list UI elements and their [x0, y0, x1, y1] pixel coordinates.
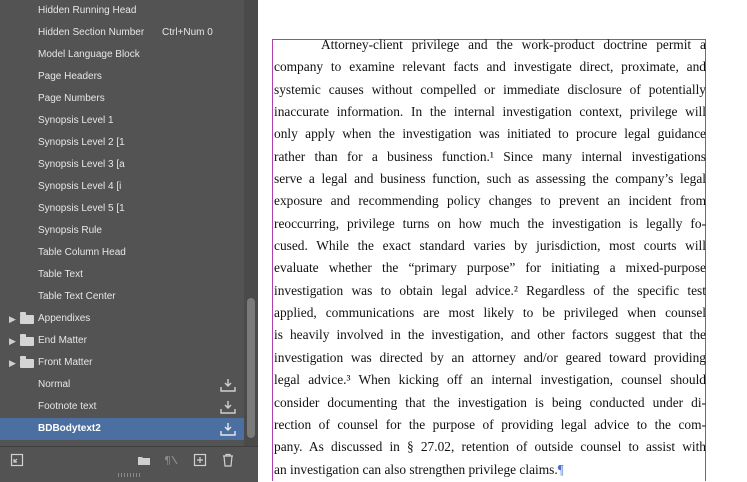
text-line: only apply when the investigation was initiated to procure legal guidance — [274, 126, 706, 142]
style-item[interactable] — [0, 66, 244, 88]
text-line: rection of counsel for the purpose of providing legal advice to the com- — [274, 416, 706, 432]
import-style-icon — [220, 422, 236, 436]
style-item[interactable] — [0, 198, 244, 220]
style-item[interactable] — [0, 22, 244, 44]
style-label: Synopsis Level 1 — [38, 115, 114, 126]
style-shortcut: Ctrl+Num 0 — [162, 27, 213, 38]
style-item[interactable] — [0, 176, 244, 198]
resize-grip[interactable] — [118, 473, 140, 477]
svg-text:¶: ¶ — [164, 454, 171, 467]
text-line: evaluate whether the “primary purpose” for initiating a mixed-purpose — [274, 260, 706, 276]
text-line: rather than for a business function.¹ Since many internal investigations — [274, 148, 706, 164]
style-group-front-matter[interactable] — [0, 352, 244, 374]
text-line: systemic causes without compelled or immediate disclosure of potentially — [274, 81, 706, 97]
text-line: investigation was directed by an attorney and/or geared toward providing — [274, 349, 706, 365]
style-label: Normal — [38, 379, 71, 390]
text-line: serve a legal and business function, such as assessing the company’s legal — [274, 171, 706, 187]
style-group-end-matter[interactable] — [0, 330, 244, 352]
style-item[interactable] — [0, 242, 244, 264]
text-line: legal advice.³ When kicking off an internal investigation, counsel should — [274, 372, 706, 388]
text-line: pany. As discussed in § 27.02, retention of outside counsel to assist with — [274, 439, 706, 455]
load-styles-icon[interactable] — [10, 453, 24, 467]
chevron-right-icon[interactable]: ▶ — [9, 336, 16, 346]
text-line: inaccurate information. In the internal investigation context, privilege will — [274, 104, 706, 120]
style-item[interactable] — [0, 110, 244, 132]
style-group-appendixes[interactable] — [0, 308, 244, 330]
style-item-bdbodytext2[interactable] — [0, 418, 244, 440]
style-label: Model Language Block — [38, 49, 140, 60]
text-line: cused. While the exact standard varies by jurisdiction, most courts will — [274, 238, 706, 254]
text-line: investigation was to obtain legal advice.² Regardless of the specific test — [274, 282, 706, 298]
styles-scrollbar[interactable] — [244, 0, 258, 446]
new-style-icon[interactable] — [193, 453, 207, 467]
paragraph-mark: ¶ — [557, 461, 564, 477]
style-label: Synopsis Level 5 [1 — [38, 203, 125, 214]
style-label: Table Text Center — [38, 291, 116, 302]
style-item[interactable] — [0, 154, 244, 176]
clear-overrides-icon[interactable] — [164, 453, 178, 467]
text-line: applied, communications are most likely to be privileged when counsel — [274, 305, 706, 321]
panel-toolbar — [0, 446, 258, 482]
text-line: is heavily involved in the investigation, and other factors suggest that the — [274, 327, 706, 343]
folder-icon — [20, 337, 34, 346]
style-label: Synopsis Rule — [38, 225, 102, 236]
style-label: Synopsis Level 4 [i — [38, 181, 122, 192]
text-line: company to examine relevant facts and investigate direct, proximate, and — [274, 59, 706, 75]
group-label: Front Matter — [38, 357, 93, 368]
style-label: Footnote text — [38, 401, 97, 412]
new-group-icon[interactable] — [137, 453, 151, 467]
style-label: Page Headers — [38, 71, 102, 82]
text-line: exposure and recommending policy changes to prevent an incident from — [274, 193, 706, 209]
style-label: Synopsis Level 3 [a — [38, 159, 125, 170]
import-style-icon — [220, 400, 236, 414]
import-style-icon — [220, 378, 236, 392]
style-item[interactable] — [0, 286, 244, 308]
style-label: Table Column Head — [38, 247, 126, 258]
last-line-text: an investigation can also strengthen privilege claims. — [274, 461, 558, 477]
style-label: Hidden Section Number — [38, 27, 145, 38]
style-item[interactable] — [0, 264, 244, 286]
group-label: Appendixes — [38, 313, 91, 324]
style-item[interactable] — [0, 44, 244, 66]
document-body[interactable] — [274, 34, 706, 481]
chevron-right-icon[interactable]: ▶ — [9, 358, 16, 368]
style-item[interactable] — [0, 220, 244, 242]
paragraph-styles-panel — [0, 0, 258, 481]
chevron-right-icon[interactable]: ▶ — [9, 314, 16, 324]
text-line-last — [274, 459, 706, 481]
delete-icon[interactable] — [221, 453, 235, 467]
style-label: Table Text — [38, 269, 83, 280]
style-label: Page Numbers — [38, 93, 105, 104]
scrollbar-thumb[interactable] — [247, 298, 255, 438]
text-line: consider documenting that the investigation is being conducted under di- — [274, 394, 706, 410]
style-item-footnote-text[interactable] — [0, 396, 244, 418]
style-item-normal[interactable] — [0, 374, 244, 396]
group-label: End Matter — [38, 335, 87, 346]
text-line: Attorney-client privilege and the work-product doctrine permit a — [321, 37, 706, 52]
style-label: BDBodytext2 — [38, 423, 101, 434]
folder-icon — [20, 315, 34, 324]
style-label: Synopsis Level 2 [1 — [38, 137, 125, 148]
styles-list — [0, 0, 244, 446]
style-item[interactable] — [0, 132, 244, 154]
style-label: Hidden Running Head — [38, 5, 137, 16]
style-item[interactable] — [0, 0, 244, 22]
style-item[interactable] — [0, 88, 244, 110]
folder-icon — [20, 359, 34, 368]
text-line: reoccurring, privilege turns on how much the investigation is legally fo- — [274, 215, 706, 231]
